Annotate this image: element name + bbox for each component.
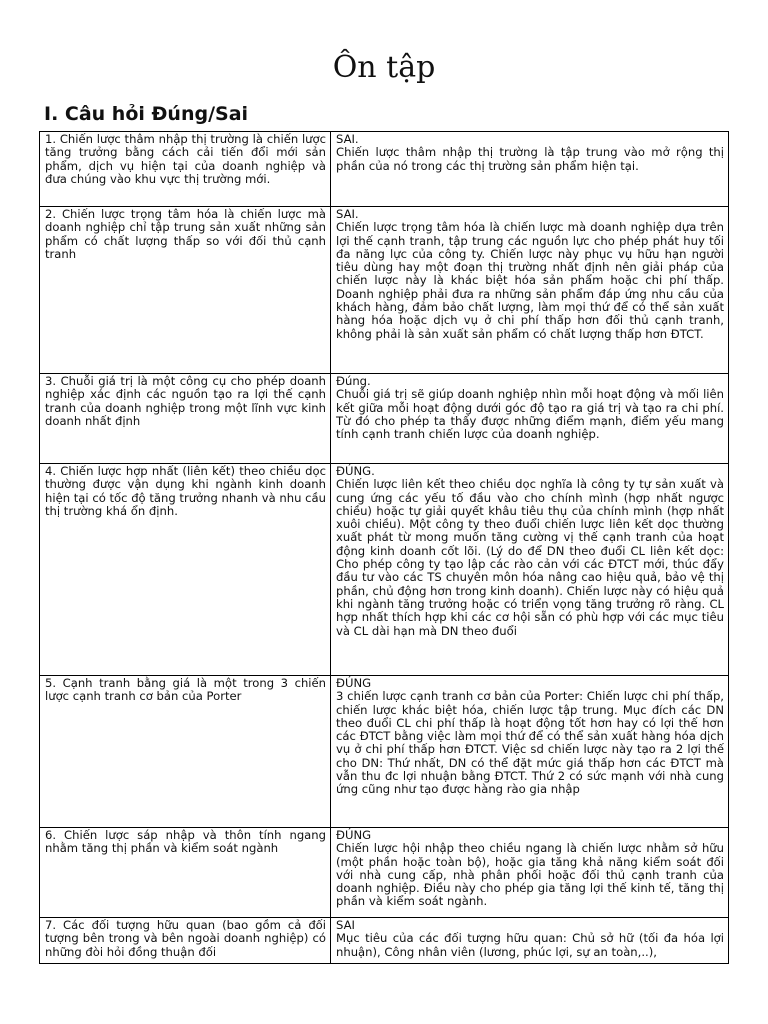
- answer-cell: [331, 374, 729, 464]
- question-cell: 2. Chiến lược trọng tâm hóa là chiến lược mà doanh nghiệp chỉ tập trung sản xuất những sản phẩm có chất lượng thấp so với đối thủ cạnh tranh: [40, 207, 331, 374]
- verdict-text: ĐÚNG.: [336, 464, 375, 478]
- explanation-text: Chiến lược hội nhập theo chiều ngang là chiến lược nhằm sở hữu (một phần hoặc toàn bộ), hoặc gia tăng khả năng kiểm soát đối với nhà cung cấp, nhà phân phối hoặc đối thủ cạnh tranh của doanh nghiệp. Điều này cho phép gia tăng lợi thế kinh tế, tăng thị phần và kiểm soát ngành.: [336, 841, 724, 909]
- verdict-text: ĐÚNG: [336, 676, 372, 690]
- table-row: [40, 918, 729, 964]
- table-row: [40, 676, 729, 828]
- question-cell: 3. Chuỗi giá trị là một công cụ cho phép doanh nghiệp xác định các nguồn tạo ra lợi thế cạnh tranh của doanh nghiệp trong một lĩnh vực kinh doanh nhất định: [40, 374, 331, 464]
- true-false-table: [39, 131, 729, 964]
- question-cell: 1. Chiến lược thâm nhập thị trường là chiến lược tăng trưởng bằng cách cải tiến đổi mới sản phẩm, dịch vụ hiện tại của doanh nghiệp và đưa chúng vào khu vực thị trường mới.: [40, 132, 331, 207]
- page-title: Ôn tập: [332, 50, 436, 85]
- question-cell: 4. Chiến lược hợp nhất (liên kết) theo chiều dọc thường được vận dụng khi ngành kinh doanh hiện tại có tốc độ tăng trưởng nhanh và nhu cầu thị trường khá ổn định.: [40, 464, 331, 676]
- explanation-text: Mục tiêu của các đối tượng hữu quan: Chủ sở hữ (tối đa hóa lợi nhuận), Công nhân viên (lương, phúc lợi, sự an toàn,..),: [336, 931, 724, 959]
- verdict-text: SAI.: [336, 132, 359, 146]
- table-row: [40, 464, 729, 676]
- table-row: [40, 828, 729, 918]
- explanation-text: Chiến lược liên kết theo chiều dọc nghĩa là công ty tự sản xuất và cung ứng các yếu tố đầu vào cho chính mình (hợp nhất ngược chiều) hoặc tự giải quyết khâu tiêu thụ của chính mình (hợp nhất xuôi chiều). Một công ty theo đuổi chiến lược liên kết dọc thường xuất phát từ mong muốn tăng cường vị thế cạnh tranh của hoạt động kinh doanh cốt lõi. (Lý do để DN theo đuổi CL liên kết dọc: Cho phép công ty tạo lập các rào cản với các ĐTCT mới, thúc đẩy đầu tư vào các TS chuyên môn hóa nâng cao hiệu quả, bảo vệ thị phần, chủ động hơn trong kinh doanh). Chiến lược này có hiệu quả khi ngành tăng trưởng hoặc có triển vọng tăng trưởng rõ ràng. CL hợp nhất thích hợp khi các cơ hội sẵn có phù hợp với các mục tiêu và CL dài hạn mà DN theo đuổi: [336, 477, 724, 638]
- answer-cell: [331, 207, 729, 374]
- answer-cell: [331, 918, 729, 964]
- explanation-text: Chiến lược trọng tâm hóa là chiến lược mà doanh nghiệp dựa trên lợi thế cạnh tranh, tập trung các nguồn lực cho phép phát huy tối đa năng lực của công ty. Chiến lược này phục vụ hữu hạn người tiêu dùng hay một đoạn thị trường nhất định nên giải pháp của chiến lược này là khác biệt hóa sản phẩm hoặc chi phí thấp. Doanh nghiệp phải đưa ra những sản phẩm đáp ứng nhu cầu của khách hàng, đảm bảo chất lượng, làm mọi thứ để có thể sản xuất hàng hóa hoặc dịch vụ ở chi phí thấp hơn đối thủ cạnh tranh, không phải là sản xuất sản phẩm có chất lượng thấp hơn ĐTCT.: [336, 220, 724, 341]
- table-row: [40, 207, 729, 374]
- verdict-text: SAI.: [336, 207, 359, 221]
- question-cell: 5. Cạnh tranh bằng giá là một trong 3 chiến lược cạnh tranh cơ bản của Porter: [40, 676, 331, 828]
- answer-cell: [331, 132, 729, 207]
- section-heading: I. Câu hỏi Đúng/Sai: [44, 103, 249, 125]
- explanation-text: Chuỗi giá trị sẽ giúp doanh nghiệp nhìn mỗi hoạt động và mối liên kết giữa mỗi hoạt động dưới góc độ tạo ra giá trị và tạo ra chi phí. Từ đó cho phép ta thấy được những điểm mạnh, điểm yếu mang tính cạnh tranh chiến lược của doanh nghiệp.: [336, 387, 724, 442]
- explanation-text: Chiến lược thâm nhập thị trường là tập trung vào mở rộng thị phần của nó trong các thị trường sản phẩm hiện tại.: [336, 145, 724, 173]
- question-cell: 7. Các đối tượng hữu quan (bao gồm cả đối tượng bên trong và bên ngoài doanh nghiệp) có những đòi hỏi đồng thuận đối: [40, 918, 331, 964]
- table-row: [40, 132, 729, 207]
- verdict-text: SAI: [336, 918, 355, 932]
- verdict-text: Đúng.: [336, 374, 371, 388]
- table-row: [40, 374, 729, 464]
- answer-cell: [331, 828, 729, 918]
- verdict-text: ĐÚNG: [336, 828, 372, 842]
- question-cell: 6. Chiến lược sáp nhập và thôn tính ngang nhằm tăng thị phần và kiểm soát ngành: [40, 828, 331, 918]
- answer-cell: [331, 676, 729, 828]
- answer-cell: [331, 464, 729, 676]
- explanation-text: 3 chiến lược cạnh tranh cơ bản của Porter: Chiến lược chi phí thấp, chiến lược khác biệt hóa, chiến lược tập trung. Mục đích các DN theo đuổi CL chi phí thấp là hoạt động tốt hơn hay có lợi thế hơn các ĐTCT bằng việc làm mọi thứ để có thể sản xuất hàng hóa dịch vụ ở chi phí thấp hơn ĐTCT. Việc sd chiến lược này tạo ra 2 lợi thế cho DN: Thứ nhất, DN có thể đặt mức giá thấp hơn các ĐTCT mà vẫn thu đc lợi nhuận bằng ĐTCT. Thứ 2 có sức mạnh với nhà cung ứng cũng như tạo được hàng rào gia nhập: [336, 689, 724, 797]
